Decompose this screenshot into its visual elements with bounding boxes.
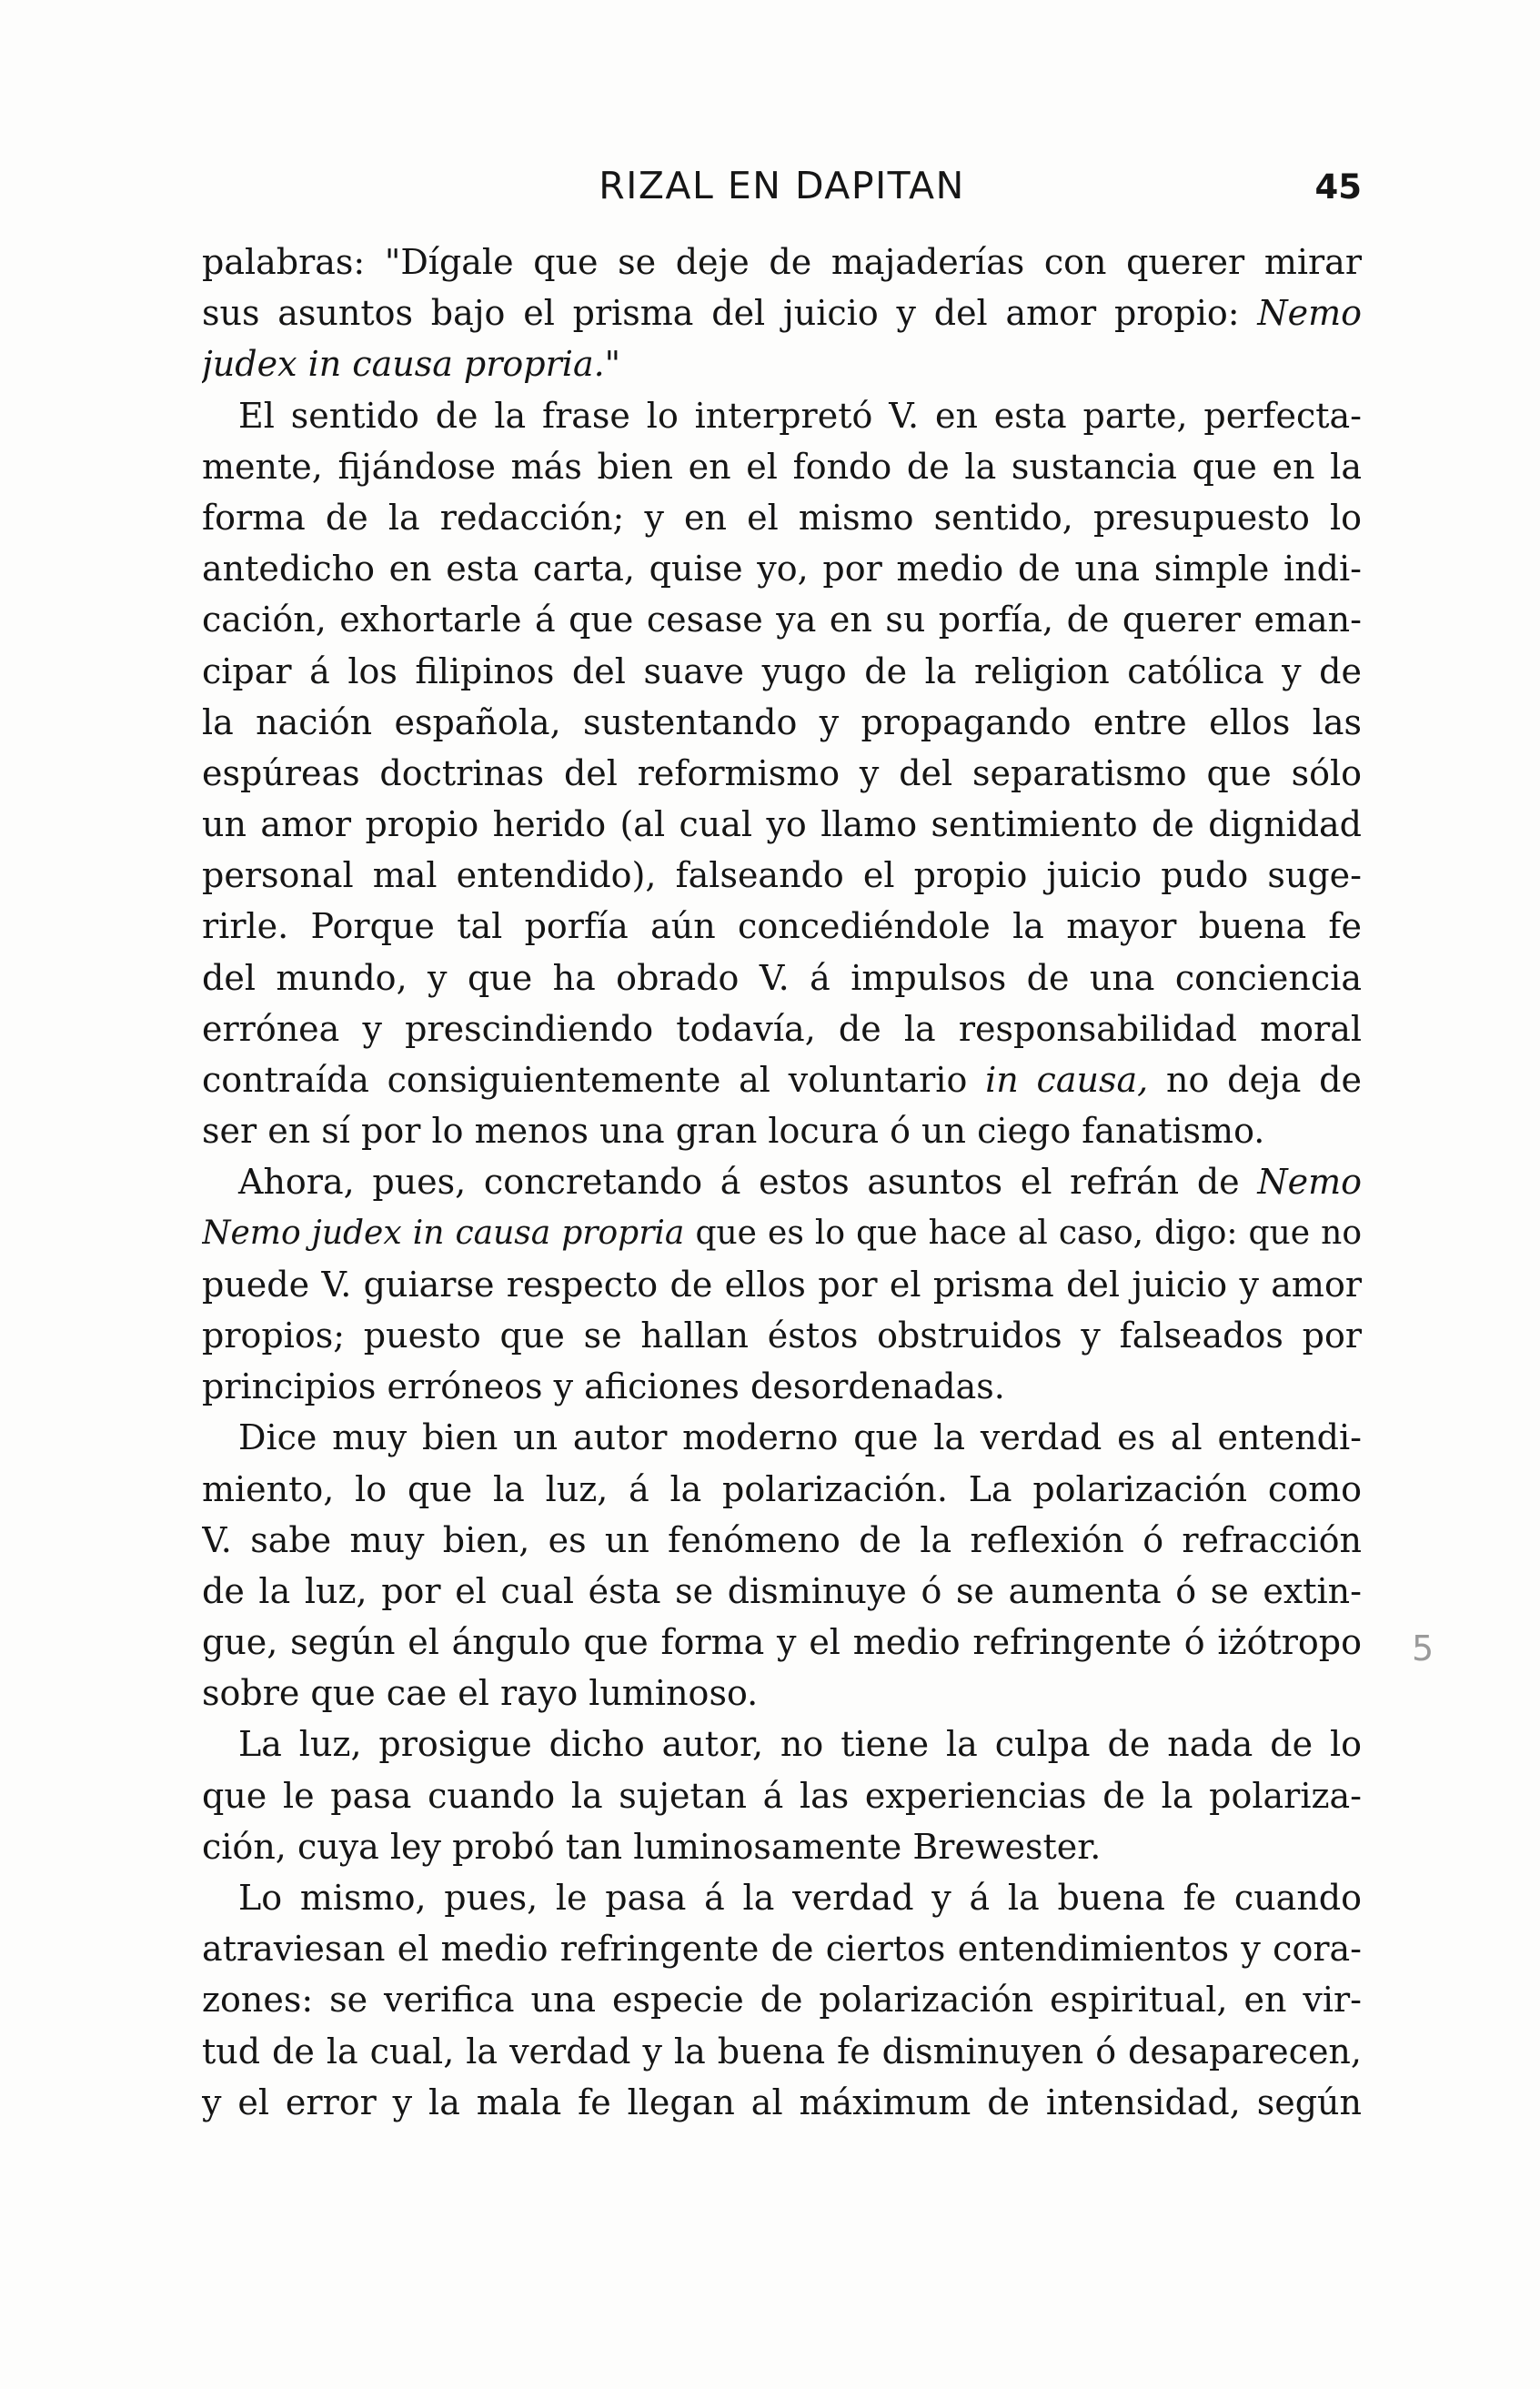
text-line: sobre que cae el rayo luminoso. <box>202 1673 759 1714</box>
text-line: zones: se verifica una especie de polarización espiritual, en vir- <box>202 1980 1362 2021</box>
text-line <box>202 287 1362 338</box>
italic-segment: Nemo judex in causa propria <box>202 1214 685 1252</box>
text-line: y el error y la mala fe llegan al máximum de intensidad, según <box>202 2082 1362 2122</box>
text-line: forma de la redacción; y en el mismo sentido, presupuesto lo <box>202 497 1362 538</box>
text-line: Lo mismo, pues, le pasa á la verdad y á la buena fe cuando <box>238 1878 1362 1918</box>
text-segment: Ahora, pues, concretando á estos asuntos el refrán de <box>238 1162 1240 1203</box>
text-line: del mundo, y que ha obrado V. á impulsos de una conciencia <box>202 957 1362 998</box>
text-line: un amor propio herido (al cual yo llamo sentimiento de dignidad <box>202 804 1362 845</box>
body-text <box>202 237 1362 2128</box>
margin-pencil-mark: 5 <box>1412 1628 1434 1668</box>
text-line: de la luz, por el cual ésta se disminuye ó se aumenta ó se extin- <box>202 1570 1362 1611</box>
text-line: la nación española, sustentando y propagando entre ellos las <box>202 701 1362 742</box>
page-header <box>202 164 1362 218</box>
text-line: gue, según el ángulo que forma y el medio refringente ó iżótropo <box>202 1622 1362 1663</box>
text-line: mente, fijándose más bien en el fondo de la sustancia que en la <box>202 446 1362 487</box>
text-line: propios; puesto que se hallan éstos obstruidos y falseados por <box>202 1315 1362 1356</box>
italic-segment: in causa, <box>985 1060 1149 1100</box>
italic-segment: Nemo <box>1257 293 1362 334</box>
text-line: personal mal entendido), falseando el propio juicio pudo suge- <box>202 855 1362 896</box>
text-line: cipar á los filipinos del suave yugo de la religion católica y de <box>202 650 1362 691</box>
text-line: El sentido de la frase lo interpretó V. en esta parte, perfecta- <box>238 395 1362 436</box>
text-line <box>202 1156 1362 1207</box>
text-line: antedicho en esta carta, quise yo, por medio de una simple indi- <box>202 549 1362 590</box>
text-line: principios erróneos y aficiones desordenadas. <box>202 1366 1005 1407</box>
text-segment: que es lo que hace al caso, digo: que no <box>695 1214 1362 1252</box>
text-line: que le pasa cuando la sujetan á las experiencias de la polariza- <box>202 1775 1362 1816</box>
text-line: La luz, prosigue dicho autor, no tiene la culpa de nada de lo <box>238 1724 1362 1765</box>
text-line: V. sabe muy bien, es un fenómeno de la reflexión ó refracción <box>202 1519 1362 1560</box>
text-line: miento, lo que la luz, á la polarización. La polarización como <box>202 1468 1362 1509</box>
text-line: Dice muy bien un autor moderno que la verdad es al entendi- <box>238 1417 1362 1458</box>
text-line: ser en sí por lo menos una gran locura ó un ciego fanatismo. <box>202 1111 1265 1152</box>
text-line: ción, cuya ley probó tan luminosamente Brewester. <box>202 1826 1102 1867</box>
text-line: puede V. guiarse respecto de ellos por el prisma del juicio y amor <box>202 1264 1362 1305</box>
page-number: 45 <box>1314 167 1362 207</box>
text-segment: sus asuntos bajo el prisma del juicio y del amor propio: <box>202 293 1240 334</box>
text-line <box>202 338 1362 389</box>
text-line: palabras: "Dígale que se deje de majaderías con querer mirar <box>202 242 1362 282</box>
text-line: espúreas doctrinas del reformismo y del separatismo que sólo <box>202 752 1362 793</box>
text-segment: no deja de <box>1166 1060 1362 1100</box>
text-line: cación, exhortarle á que cesase ya en su porfía, de querer eman- <box>202 600 1362 640</box>
text-segment: contraída consiguientemente al voluntario <box>202 1060 968 1100</box>
text-line <box>202 1054 1362 1105</box>
text-line: errónea y prescindiendo todavía, de la responsabilidad moral <box>202 1008 1362 1049</box>
italic-segment: Nemo <box>1257 1162 1362 1203</box>
text-line: atraviesan el medio refringente de ciertos entendimientos y cora- <box>202 1929 1362 1970</box>
text-line: tud de la cual, la verdad y la buena fe disminuyen ó desaparecen, <box>202 2031 1362 2071</box>
running-title: RIZAL EN DAPITAN <box>599 164 965 207</box>
text-line <box>202 1208 1362 1259</box>
italic-segment: judex in causa propria." <box>202 344 621 385</box>
text-line: rirle. Porque tal porfía aún concediéndole la mayor buena fe <box>202 906 1362 947</box>
